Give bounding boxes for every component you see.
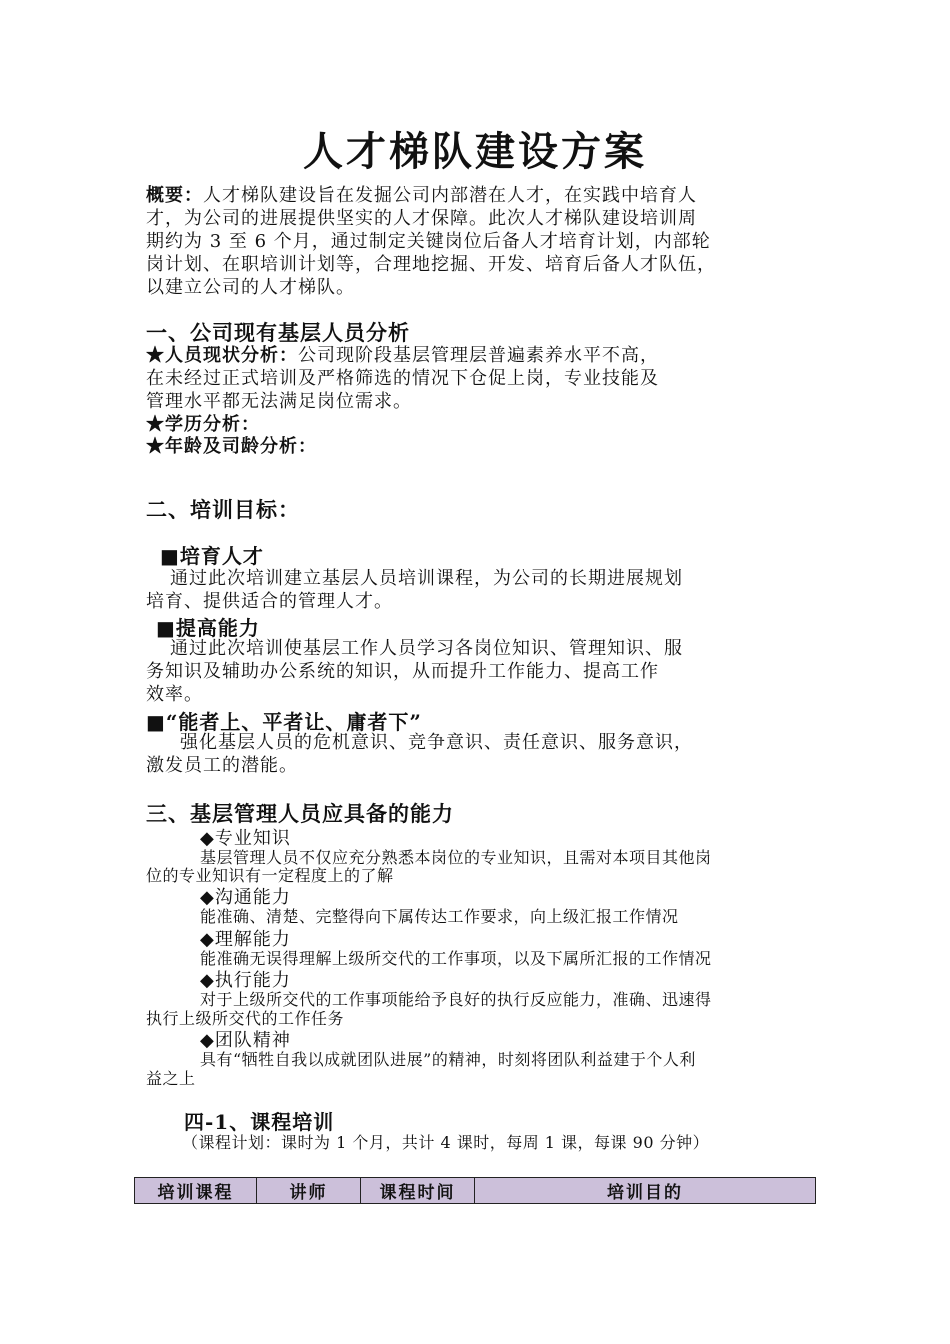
document-title: 人才梯队建设方案 bbox=[303, 128, 647, 175]
goal1-title: ■培育人才 bbox=[160, 544, 264, 568]
col-header-lecturer: 讲师 bbox=[257, 1178, 361, 1204]
col-header-time: 课程时间 bbox=[361, 1178, 475, 1204]
section4-heading: 四-1、课程培训 bbox=[184, 1110, 335, 1134]
section3-heading: 三、基层管理人员应具备的能力 bbox=[146, 801, 454, 826]
goal2-line-3: 效率。 bbox=[146, 684, 203, 705]
goal2-line-2: 务知识及辅助办公系统的知识，从而提升工作能力、提高工作 bbox=[146, 661, 659, 682]
ability-title: ◆执行能力 bbox=[200, 970, 291, 991]
summary-line-5: 以建立公司的人才梯队。 bbox=[146, 277, 355, 298]
education-label: ★学历分析： bbox=[146, 414, 260, 435]
ability-title: ◆理解能力 bbox=[200, 929, 291, 950]
goal2-line-1: 通过此次培训使基层工作人员学习各岗位知识、管理知识、服 bbox=[170, 638, 683, 659]
summary-label: 概要： bbox=[146, 185, 203, 206]
course-table bbox=[134, 1177, 816, 1204]
status-line-2: 在未经过正式培训及严格筛选的情况下仓促上岗，专业技能及 bbox=[146, 368, 659, 389]
col-header-course: 培训课程 bbox=[135, 1178, 257, 1204]
goal3-line-2: 激发员工的潜能。 bbox=[146, 755, 298, 776]
goal2-title: ■提高能力 bbox=[156, 616, 260, 640]
ability-title: ◆专业知识 bbox=[200, 828, 291, 849]
status-label: ★人员现状分析： bbox=[146, 345, 298, 366]
ability-text: 位的专业知识有一定程度上的了解 bbox=[146, 866, 394, 885]
ability-text: 基层管理人员不仅应充分熟悉本岗位的专业知识，且需对本项目其他岗 bbox=[200, 848, 712, 867]
summary-line-1: 概要：人才梯队建设旨在发掘公司内部潜在人才，在实践中培育人 bbox=[146, 185, 697, 206]
section1-heading: 一、公司现有基层人员分析 bbox=[146, 320, 410, 345]
goal1-line-2: 培育、提供适合的管理人才。 bbox=[146, 591, 393, 612]
ability-text: 能准确、清楚、完整得向下属传达工作要求，向上级汇报工作情况 bbox=[200, 907, 679, 926]
summary-line-3: 期约为 3 至 6 个月，通过制定关键岗位后备人才培育计划，内部轮 bbox=[146, 231, 711, 252]
ability-title: ◆沟通能力 bbox=[200, 887, 291, 908]
section2-heading: 二、培训目标： bbox=[146, 497, 300, 522]
table-header-row bbox=[135, 1178, 816, 1204]
col-header-purpose: 培训目的 bbox=[475, 1178, 816, 1204]
age-label: ★年龄及司龄分析： bbox=[146, 436, 317, 457]
summary-line-4: 岗计划、在职培训计划等，合理地挖掘、开发、培育后备人才队伍， bbox=[146, 254, 716, 275]
ability-text: 对于上级所交代的工作事项能给予良好的执行反应能力，准确、迅速得 bbox=[200, 990, 712, 1009]
goal3-title: ■“能者上、平者让、庸者下” bbox=[146, 710, 422, 734]
course-plan-note: （课程计划：课时为 1 个月，共计 4 课时，每周 1 课，每课 90 分钟） bbox=[182, 1133, 710, 1152]
summary-line-2: 才，为公司的进展提供坚实的人才保障。此次人才梯队建设培训周 bbox=[146, 208, 697, 229]
status-line-1: ★人员现状分析：公司现阶段基层管理层普遍素养水平不高， bbox=[146, 345, 659, 366]
ability-text: 执行上级所交代的工作任务 bbox=[146, 1009, 345, 1028]
goal3-line-1: 强化基层人员的危机意识、竞争意识、责任意识、服务意识， bbox=[180, 732, 693, 753]
goal1-line-1: 通过此次培训建立基层人员培训课程，为公司的长期进展规划 bbox=[170, 568, 683, 589]
ability-text: 具有“牺牲自我以成就团队进展”的精神，时刻将团队利益建于个人利 bbox=[200, 1050, 696, 1069]
ability-title: ◆团队精神 bbox=[200, 1030, 291, 1051]
ability-text: 能准确无误得理解上级所交代的工作事项，以及下属所汇报的工作情况 bbox=[200, 949, 712, 968]
ability-text: 益之上 bbox=[146, 1069, 196, 1088]
status-line-3: 管理水平都无法满足岗位需求。 bbox=[146, 391, 412, 412]
